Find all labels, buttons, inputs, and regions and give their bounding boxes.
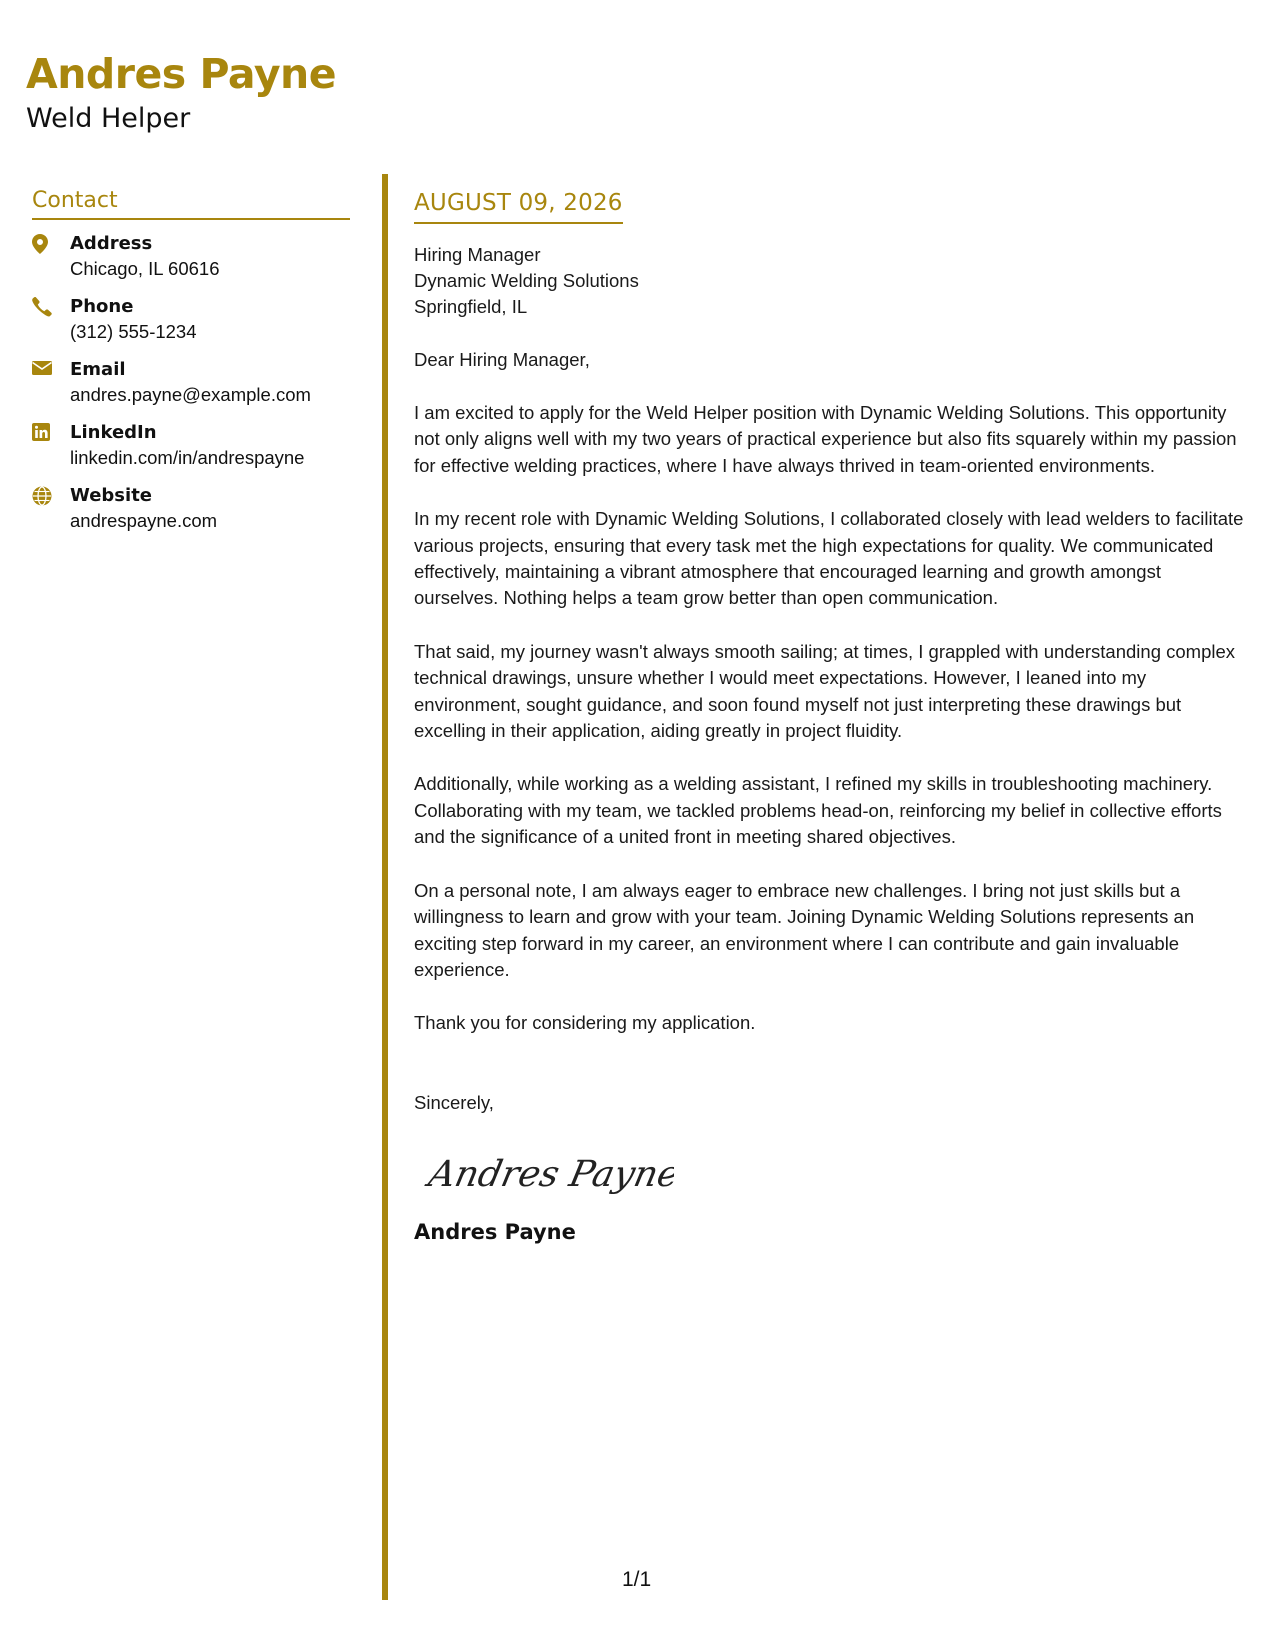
globe-icon [32,484,70,506]
signature-image [424,1144,1250,1202]
letter-body [414,190,1250,1244]
body-paragraph: In my recent role with Dynamic Welding Solutions, I collaborated closely with lead welders to facilitate various projects, ensuring that every task met the high expectations for quality. We communicated effectively, maintaining a vibrant atmosphere that encouraged learning and growth amongst ourselves. Nothing helps a team grow better than open communication. [414,508,1244,609]
signer-name: Andres Payne [414,1219,576,1244]
contact-heading: Contact [32,188,350,220]
body-paragraph: On a personal note, I am always eager to embrace new challenges. I bring not just skills but a willingness to learn and grow with your team. Joining Dynamic Welding Solutions represents an exciting step forward in my career, an environment where I can contribute and gain invaluable experience. [414,879,1195,980]
contact-text [70,358,311,407]
recipient-company: Dynamic Welding Solutions [414,270,639,291]
contact-label: Email [70,359,126,380]
signature-text: Andres Payne [425,1152,674,1195]
contact-label: Phone [70,296,134,317]
page-number: 1/1 [622,1568,652,1591]
linkedin-value: linkedin.com/in/andrespayne [70,447,305,468]
contact-label: LinkedIn [70,422,157,443]
phone-value: (312) 555-1234 [70,321,197,342]
phone-icon [32,295,70,317]
contact-item-linkedin [32,421,350,470]
contact-text [70,484,217,533]
contact-text [70,421,304,470]
body-paragraph: I am excited to apply for the Weld Helper position with Dynamic Welding Solutions. This opportunity not only aligns well with my two years of practical experience but also fits squarely within my passion for effective welding practices, where I have always thrived in team-oriented environments. [414,402,1237,476]
body-paragraph: Additionally, while working as a welding assistant, I refined my skills in troubleshooting machinery. Collaborating with my team, we tackled problems head-on, reinforcing my belief in collective efforts and the significance of a united front in meeting shared objectives. [414,773,1222,848]
contact-label: Address [70,233,153,254]
recipient-title: Hiring Manager [414,244,541,265]
contact-text [70,295,197,344]
contact-label: Website [70,485,153,506]
contact-item-email [32,358,350,407]
email-value: andres.payne@example.com [70,384,311,405]
recipient-location: Springfield, IL [414,296,528,317]
linkedin-icon [32,421,70,441]
letter-header [26,50,336,136]
envelope-icon [32,358,70,376]
contact-text [70,232,219,281]
contact-item-address [32,232,350,281]
letter-date: AUGUST 09, 2026 [414,190,623,224]
contact-sidebar [32,188,350,547]
contact-item-website [32,484,350,533]
map-pin-icon [32,232,70,254]
closing: Sincerely, [414,1091,494,1113]
address-value: Chicago, IL 60616 [70,258,220,279]
body-paragraph: Thank you for considering my application. [414,1012,756,1034]
body-paragraph: That said, my journey wasn't always smooth sailing; at times, I grappled with understanding complex technical drawings, unsure whether I would meet expectations. However, I leaned into my environment, sought guidance, and soon found myself not just interpreting these drawings but excelling in their application, aiding greatly in project fluidity. [414,640,1236,742]
recipient-block [414,242,1250,320]
website-value: andrespayne.com [70,510,218,531]
contact-item-phone [32,295,350,344]
vertical-divider [382,174,388,1600]
salutation: Dear Hiring Manager, [414,349,590,370]
job-title: Weld Helper [26,103,191,134]
applicant-name: Andres Payne [26,50,337,98]
